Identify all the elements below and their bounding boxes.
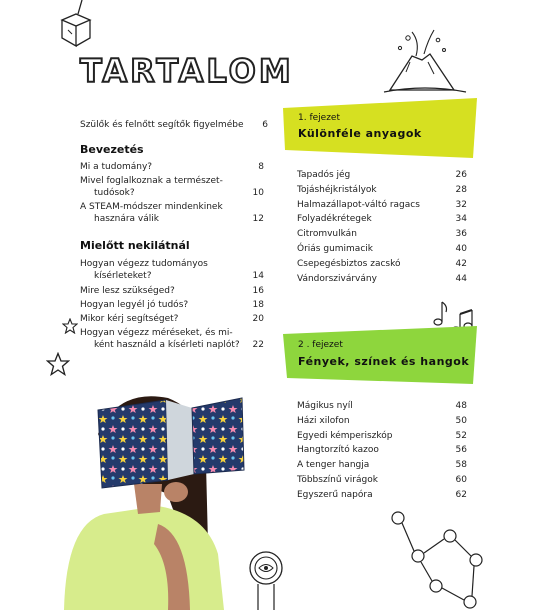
- molecule-doodle-icon: [384, 508, 494, 610]
- list-item[interactable]: Egyedi kémperiszkóp 52: [297, 430, 467, 441]
- list-item[interactable]: Tojáshéjkristályok 28: [297, 184, 467, 195]
- eye-lens-doodle-icon: [246, 546, 286, 610]
- list-item[interactable]: Tapadós jég 26: [297, 170, 467, 180]
- toc-entry[interactable]: Hogyan végezz méréseket, és mi- ként használd a kísérleti naplót? 22: [80, 328, 264, 350]
- list-item[interactable]: Hangtorzító kazoo 56: [297, 445, 467, 456]
- chapter1-number: 1. fejezet: [298, 113, 340, 123]
- chapter2-list: [297, 399, 467, 503]
- toc-entry-intro[interactable]: Szülők és felnőtt segítők figyelmébe 6: [80, 120, 268, 130]
- list-item[interactable]: Egyszerű napóra 62: [297, 489, 467, 500]
- chapter2-banner: [283, 326, 477, 386]
- toc-entry[interactable]: A STEAM-módszer mindenkinek hasznára válik 12: [80, 202, 264, 224]
- cube-doodle-icon: [56, 0, 96, 52]
- list-item[interactable]: Óriás gumimacik 40: [297, 243, 467, 254]
- list-item[interactable]: Halmazállapot-váltó ragacs 32: [297, 199, 467, 210]
- list-item[interactable]: Vándorszivárvány 44: [297, 273, 467, 284]
- toc-entry[interactable]: Hogyan legyél jó tudós? 18: [80, 300, 264, 310]
- list-item[interactable]: Citromvulkán 36: [297, 229, 467, 240]
- list-item[interactable]: Folyadékrétegek 34: [297, 214, 467, 225]
- list-item[interactable]: Csepegésbiztos zacskó 42: [297, 258, 467, 269]
- volcano-doodle-icon: [382, 22, 468, 98]
- section-heading-bevezetes: Bevezetés: [80, 143, 144, 156]
- page-title: TARTALOM: [80, 52, 294, 90]
- toc-entry[interactable]: Mire lesz szükséged? 16: [80, 286, 264, 296]
- list-item[interactable]: Többszínű virágok 60: [297, 474, 467, 485]
- section-heading-mielott: Mielőtt nekilátnál: [80, 239, 190, 252]
- chapter2-name: Fények, színek és hangok: [298, 355, 470, 368]
- list-item[interactable]: Házi xilofon 50: [297, 415, 467, 426]
- girl-with-periscope-image: [58, 374, 254, 610]
- toc-entry[interactable]: Mi a tudomány? 8: [80, 162, 264, 172]
- chapter1-name: Különféle anyagok: [298, 127, 422, 140]
- list-item[interactable]: Mágikus nyíl 48: [297, 401, 467, 411]
- toc-entry[interactable]: Hogyan végezz tudományos kísérleteket? 14: [80, 259, 264, 281]
- chapter1-list: [297, 168, 467, 286]
- chapter1-banner: [283, 98, 477, 158]
- list-item[interactable]: A tenger hangja 58: [297, 460, 467, 471]
- chapter2-number: 2 . fejezet: [298, 340, 343, 350]
- toc-entry[interactable]: Mivel foglalkoznak a természet- tudósok? 10: [80, 176, 264, 198]
- star-doodle-icon: [46, 352, 70, 376]
- star-doodle-icon: [62, 318, 78, 334]
- toc-entry[interactable]: Mikor kérj segítséget? 20: [80, 314, 264, 324]
